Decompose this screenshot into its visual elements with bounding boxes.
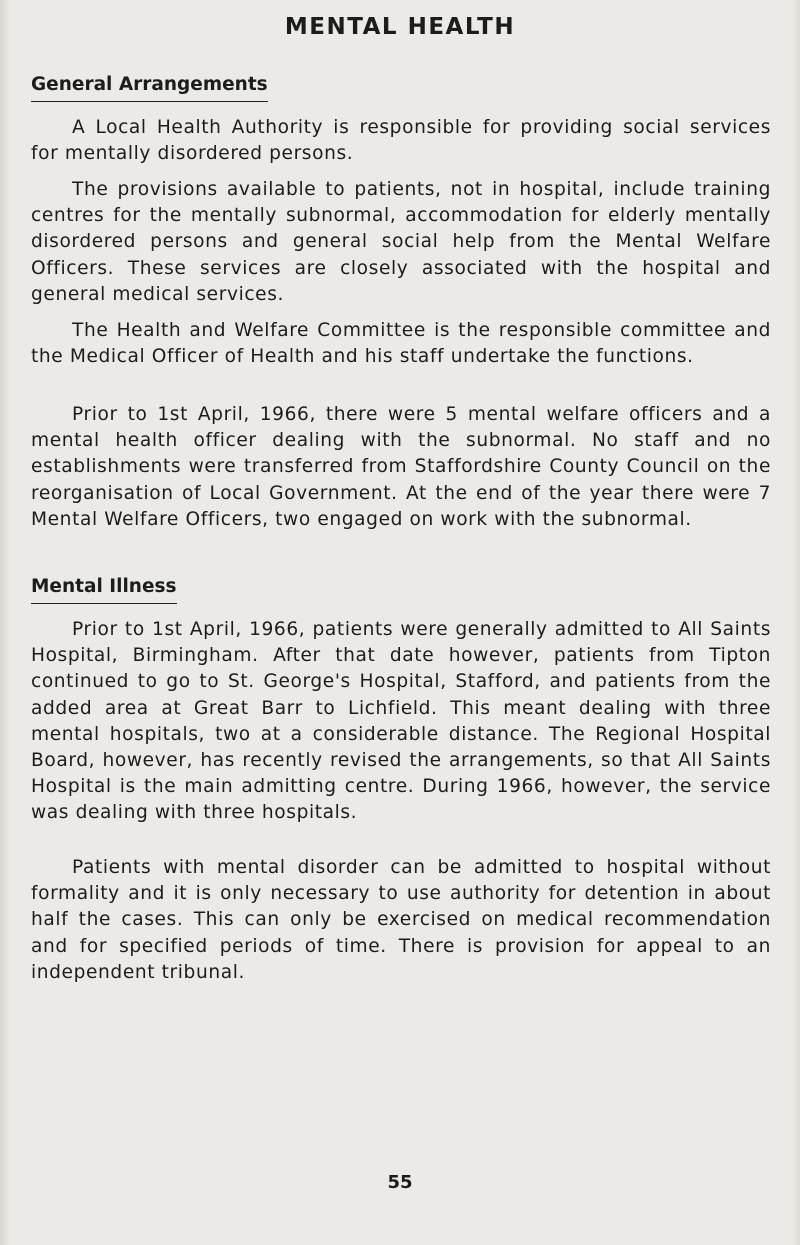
page-title: MENTAL HEALTH: [284, 14, 516, 40]
paragraph: Patients with mental disorder can be admitted to hospital without formality and it is only necessary to use authority for detention in about half the cases. This can only be exercised on medical recommendation and for specified periods of time. There is provision for appeal to an independent tribunal.: [31, 857, 771, 983]
paragraph: The Health and Welfare Committee is the responsible committee and the Medical Officer of Health and his staff undertake the functions.: [31, 320, 771, 368]
page-edge-right: [792, 0, 800, 1245]
page-number: 55: [387, 1172, 413, 1193]
section-heading-mental-illness: Mental Illness: [31, 576, 177, 604]
paragraph: Prior to 1st April, 1966, patients were generally admitted to All Saints Hospital, Birmingham. After that date however, patients from Tipton continued to go to St. George's Hospital, Stafford, and patients from the added area at Great Barr to Lichfield. This meant dealing with three mental hospitals, two at a considerable distance. The Regional Hospital Board, however, has recently revised the arrangements, so that All Saints Hospital is the main admitting centre. During 1966, however, the service was dealing with three hospitals.: [31, 619, 771, 824]
paragraph: A Local Health Authority is responsible for providing social services for mentally disordered persons.: [31, 117, 771, 165]
section-heading-general-arrangements: General Arrangements: [31, 74, 268, 102]
paragraph: Prior to 1st April, 1966, there were 5 mental welfare officers and a mental health officer dealing with the subnormal. No staff and no establishments were transferred from Staffordshire County Council on the reorganisation of Local Government. At the end of the year there were 7 Mental Welfare Officers, two engaged on work with the subnormal.: [31, 404, 771, 530]
page-edge-left: [0, 0, 10, 1245]
paragraph: The provisions available to patients, not in hospital, include training centres for the mentally subnormal, accommodation for elderly mentally disordered persons and general social help from the Mental Welfare Officers. These services are closely associated with the hospital and general medical services.: [31, 179, 771, 305]
